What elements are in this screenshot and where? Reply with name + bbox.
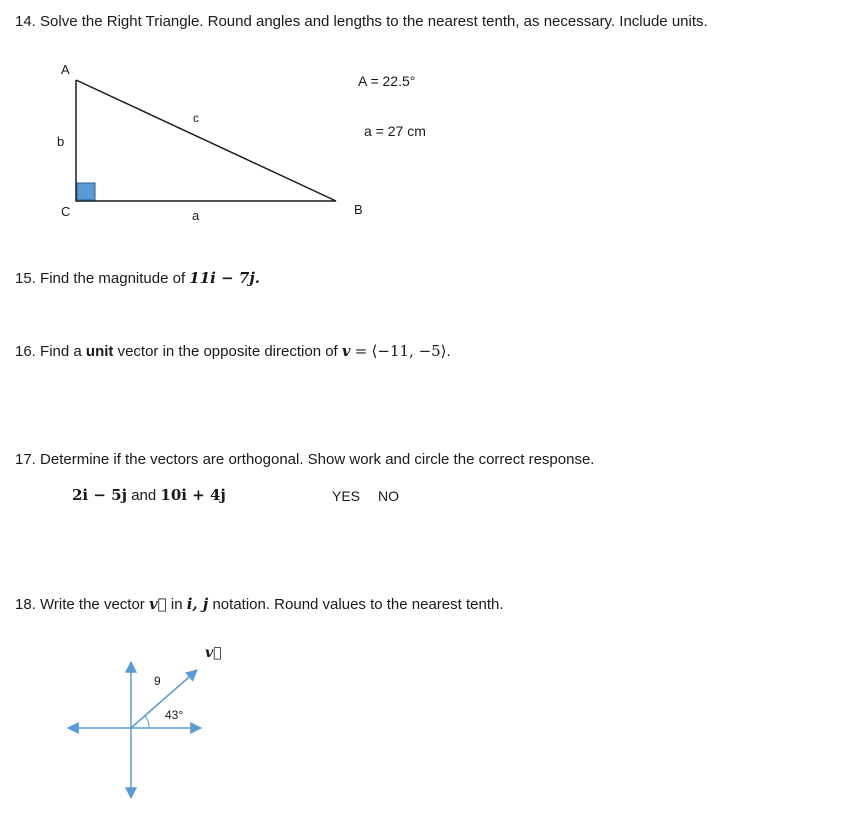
question-16-vector-value: ⟨−11, −5⟩ xyxy=(371,342,447,360)
vector-v-arrow xyxy=(131,670,197,728)
given-angle: A = 22.5° xyxy=(358,73,416,89)
side-a-label: a xyxy=(192,208,200,223)
question-17-vector1: 2i − 5j xyxy=(72,486,128,504)
question-16-equals: = xyxy=(354,342,368,360)
question-18-vector-symbol: v⃗ xyxy=(148,595,167,613)
question-16-number: 16. xyxy=(15,343,36,360)
question-15-text: Find the magnitude of xyxy=(40,270,186,287)
question-14-text: Solve the Right Triangle. Round angles and lengths to the nearest tenth, as necessary. Include units. xyxy=(40,13,708,30)
answer-no[interactable]: NO xyxy=(378,488,399,504)
vector-magnitude-label: 9 xyxy=(154,674,161,688)
vertex-a-label: A xyxy=(61,62,70,77)
question-16-text-middle: vector in the opposite direction of xyxy=(117,343,338,360)
question-18-notation: i, j xyxy=(186,595,209,613)
given-side: a = 27 cm xyxy=(364,123,426,139)
question-18-text-middle: in xyxy=(170,596,183,613)
question-18-number: 18. xyxy=(15,596,36,613)
side-c-label: c xyxy=(193,111,199,125)
vector-v-label: v⃗ xyxy=(205,645,222,661)
question-17-number: 17. xyxy=(15,451,36,468)
angle-arc xyxy=(145,716,149,728)
question-15-expression: 11i − 7j xyxy=(189,269,255,287)
side-b-label: b xyxy=(57,134,65,149)
question-16-bold-word: unit xyxy=(85,343,114,360)
question-16-text-before: Find a xyxy=(40,343,82,360)
question-14-number: 14. xyxy=(15,13,36,30)
question-15-number: 15. xyxy=(15,270,36,287)
question-18-text-before: Write the vector xyxy=(40,596,145,613)
question-18-text-after: notation. Round values to the nearest tenth. xyxy=(212,596,504,613)
vertex-c-label: C xyxy=(61,204,71,219)
question-17-vector2: 10i + 4j xyxy=(160,486,226,504)
question-17-text: Determine if the vectors are orthogonal. Show work and circle the correct response. xyxy=(40,451,595,468)
vertex-b-label: B xyxy=(354,202,363,217)
question-17-conjunction: and xyxy=(131,487,157,504)
question-15-period: . xyxy=(254,269,260,287)
answer-yes[interactable]: YES xyxy=(332,488,361,504)
vector-angle-label: 43° xyxy=(165,708,184,722)
question-16-vector-name: v xyxy=(341,342,351,360)
question-16-period: . xyxy=(446,343,451,360)
